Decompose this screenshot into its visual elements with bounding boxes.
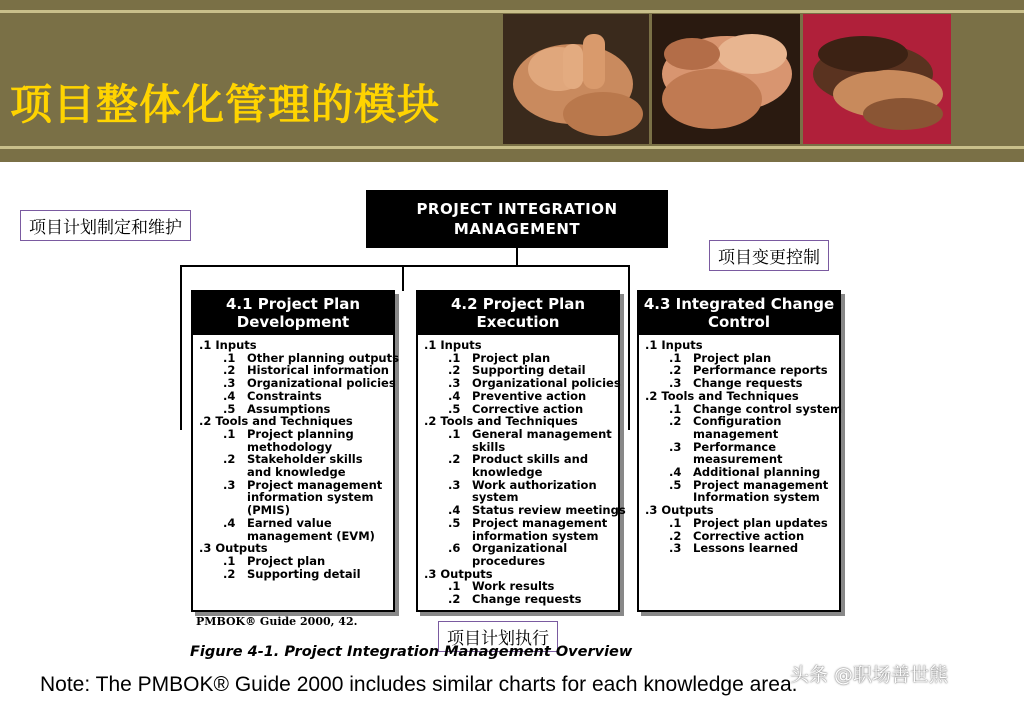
item-number: .3 xyxy=(448,376,461,391)
item-text: Earned value xyxy=(247,515,332,530)
item-number: .4 xyxy=(448,503,461,518)
item-text: Organizational policies xyxy=(247,376,396,391)
column-integrated-change-control xyxy=(637,290,841,612)
item-text: Change requests xyxy=(472,592,582,607)
item-number: .3 xyxy=(199,541,212,556)
item-text: Historical information xyxy=(247,363,389,378)
item-text: Stakeholder skills xyxy=(247,452,363,467)
hands-photo-1 xyxy=(503,14,649,144)
column-body xyxy=(639,335,842,559)
slide-title: 项目整体化管理的模块 xyxy=(10,80,441,129)
label-plan-maintain: 项目计划制定和维护 xyxy=(20,210,191,241)
item-number: .3 xyxy=(669,439,682,454)
item-text: information system xyxy=(472,528,599,543)
item-text: Work results xyxy=(472,579,555,594)
item-number: .1 xyxy=(645,338,658,352)
item-number: .1 xyxy=(669,350,682,365)
item-text: Preventive action xyxy=(472,388,587,403)
item-number: .2 xyxy=(669,528,682,543)
item-text: system xyxy=(472,490,519,505)
item-number: .3 xyxy=(424,566,437,581)
column-header xyxy=(418,292,618,335)
item-number: .5 xyxy=(669,477,682,492)
item-text: Inputs xyxy=(661,338,703,352)
item-number: .5 xyxy=(223,401,236,416)
item-text: Tools and Techniques xyxy=(440,414,578,429)
item-text: Tools and Techniques xyxy=(215,414,353,429)
item-text: Outputs xyxy=(215,541,268,556)
header-rule-bottom xyxy=(0,146,1024,149)
item-text: Inputs xyxy=(440,338,482,352)
item-number: .1 xyxy=(448,426,461,441)
item-text: skills xyxy=(472,439,506,454)
item-number: .3 xyxy=(448,477,461,492)
note-text: Note: The PMBOK® Guide 2000 includes similar charts for each knowledge area. xyxy=(40,673,798,696)
item-number: .1 xyxy=(199,338,212,352)
top-box-line1: PROJECT INTEGRATION xyxy=(416,200,618,218)
column-header-line2: Control xyxy=(707,313,770,331)
caption-source: PMBOK® Guide 2000, 42. xyxy=(196,615,358,628)
item-number: .2 xyxy=(223,566,236,581)
item-number: .2 xyxy=(645,388,658,403)
item-number: .1 xyxy=(223,553,236,568)
item-number: .2 xyxy=(669,363,682,378)
item-text: Configuration xyxy=(693,414,782,429)
item-number: .5 xyxy=(448,515,461,530)
item-text: Constraints xyxy=(247,388,322,403)
item-text: (PMIS) xyxy=(247,503,290,518)
item-number: .1 xyxy=(223,426,236,441)
item-number: .3 xyxy=(669,376,682,391)
list-item xyxy=(424,428,612,441)
item-text: Project plan updates xyxy=(693,515,828,530)
item-number: .2 xyxy=(223,363,236,378)
top-box-integration-management xyxy=(366,190,668,248)
item-text: Project plan xyxy=(472,350,551,365)
item-text: Assumptions xyxy=(247,401,331,416)
header-rule-top xyxy=(0,10,1024,13)
item-number: .3 xyxy=(223,477,236,492)
label-plan-execute: 项目计划执行 xyxy=(438,621,558,652)
item-number: .2 xyxy=(448,452,461,467)
hands-photo-3 xyxy=(803,14,951,144)
connector-horizontal xyxy=(180,265,630,267)
item-text: Organizational policies xyxy=(472,376,621,391)
item-text: Project planning xyxy=(247,426,354,441)
list-item xyxy=(424,593,612,606)
item-text: measurement xyxy=(693,452,783,467)
item-number: .2 xyxy=(448,363,461,378)
header-banner xyxy=(0,0,1024,162)
item-text: Corrective action xyxy=(472,401,584,416)
item-number: .2 xyxy=(424,414,437,429)
item-text: Corrective action xyxy=(693,528,805,543)
item-number: .3 xyxy=(645,503,658,518)
hands-photo-2 xyxy=(652,14,800,144)
watermark: 头条 @职场善世熊 xyxy=(790,664,949,686)
column-header xyxy=(193,292,393,335)
item-text: methodology xyxy=(247,439,333,454)
item-text: Tools and Techniques xyxy=(661,388,799,403)
column-header-line2: Execution xyxy=(476,313,560,331)
item-text: Performance xyxy=(693,439,777,454)
column-header-line1: 4.1 Project Plan xyxy=(225,295,361,313)
item-text: Outputs xyxy=(440,566,493,581)
item-number: .1 xyxy=(448,579,461,594)
item-number: .1 xyxy=(424,338,437,352)
item-text: Organizational xyxy=(472,541,568,556)
item-text: management xyxy=(693,426,779,441)
item-text: procedures xyxy=(472,553,546,568)
item-text: Supporting detail xyxy=(472,363,586,378)
item-text: Project plan xyxy=(693,350,772,365)
item-number: .2 xyxy=(199,414,212,429)
item-number: .2 xyxy=(669,414,682,429)
caption-figure: Figure 4-1. Project Integration Management Overview xyxy=(190,644,633,660)
connector-right xyxy=(628,265,630,430)
connector-stem xyxy=(516,248,518,266)
item-number: .1 xyxy=(669,401,682,416)
item-number: .2 xyxy=(223,452,236,467)
column-header-line1: 4.2 Project Plan xyxy=(450,295,586,313)
item-text: Product skills and xyxy=(472,452,589,467)
column-header-line1: 4.3 Integrated Change xyxy=(643,295,835,313)
item-text: Work authorization xyxy=(472,477,597,492)
item-number: .1 xyxy=(448,350,461,365)
item-text: Outputs xyxy=(661,503,714,518)
item-text: Information system xyxy=(693,490,820,505)
item-number: .1 xyxy=(223,350,236,365)
item-number: .4 xyxy=(669,465,682,480)
item-text: Inputs xyxy=(215,338,257,352)
top-box-line2: MANAGEMENT xyxy=(453,220,581,238)
item-number: .6 xyxy=(448,541,461,556)
column-body xyxy=(193,335,399,584)
item-text: Performance reports xyxy=(693,363,828,378)
item-text: Project plan xyxy=(247,553,326,568)
item-text: management (EVM) xyxy=(247,528,375,543)
item-text: information system xyxy=(247,490,374,505)
item-text: Additional planning xyxy=(693,465,821,480)
item-text: Project management xyxy=(472,515,608,530)
label-change-control: 项目变更控制 xyxy=(709,240,829,271)
item-text: General management xyxy=(472,426,612,441)
item-number: .5 xyxy=(448,401,461,416)
item-number: .4 xyxy=(448,388,461,403)
item-number: .4 xyxy=(223,388,236,403)
column-plan-execution xyxy=(416,290,626,612)
item-text: Change requests xyxy=(693,376,803,391)
connector-left xyxy=(180,265,182,430)
item-text: knowledge xyxy=(472,465,543,480)
item-number: .1 xyxy=(669,515,682,530)
item-text: Project management xyxy=(247,477,383,492)
column-header-line2: Development xyxy=(236,313,350,331)
list-item xyxy=(199,568,387,581)
item-text: Change control system xyxy=(693,401,842,416)
item-number: .4 xyxy=(223,515,236,530)
connector-middle xyxy=(402,265,404,291)
column-plan-development xyxy=(191,290,399,612)
item-text: Supporting detail xyxy=(247,566,361,581)
item-text: Lessons learned xyxy=(693,541,799,556)
item-text: Project management xyxy=(693,477,829,492)
column-header xyxy=(639,292,839,335)
item-number: .3 xyxy=(223,376,236,391)
column-body xyxy=(418,335,626,610)
list-item xyxy=(645,542,833,555)
item-number: .3 xyxy=(669,541,682,556)
item-text: Other planning outputs xyxy=(247,350,399,365)
item-text: and knowledge xyxy=(247,465,346,480)
list-item xyxy=(199,491,387,504)
item-text: Status review meetings xyxy=(472,503,626,518)
item-number: .2 xyxy=(448,592,461,607)
